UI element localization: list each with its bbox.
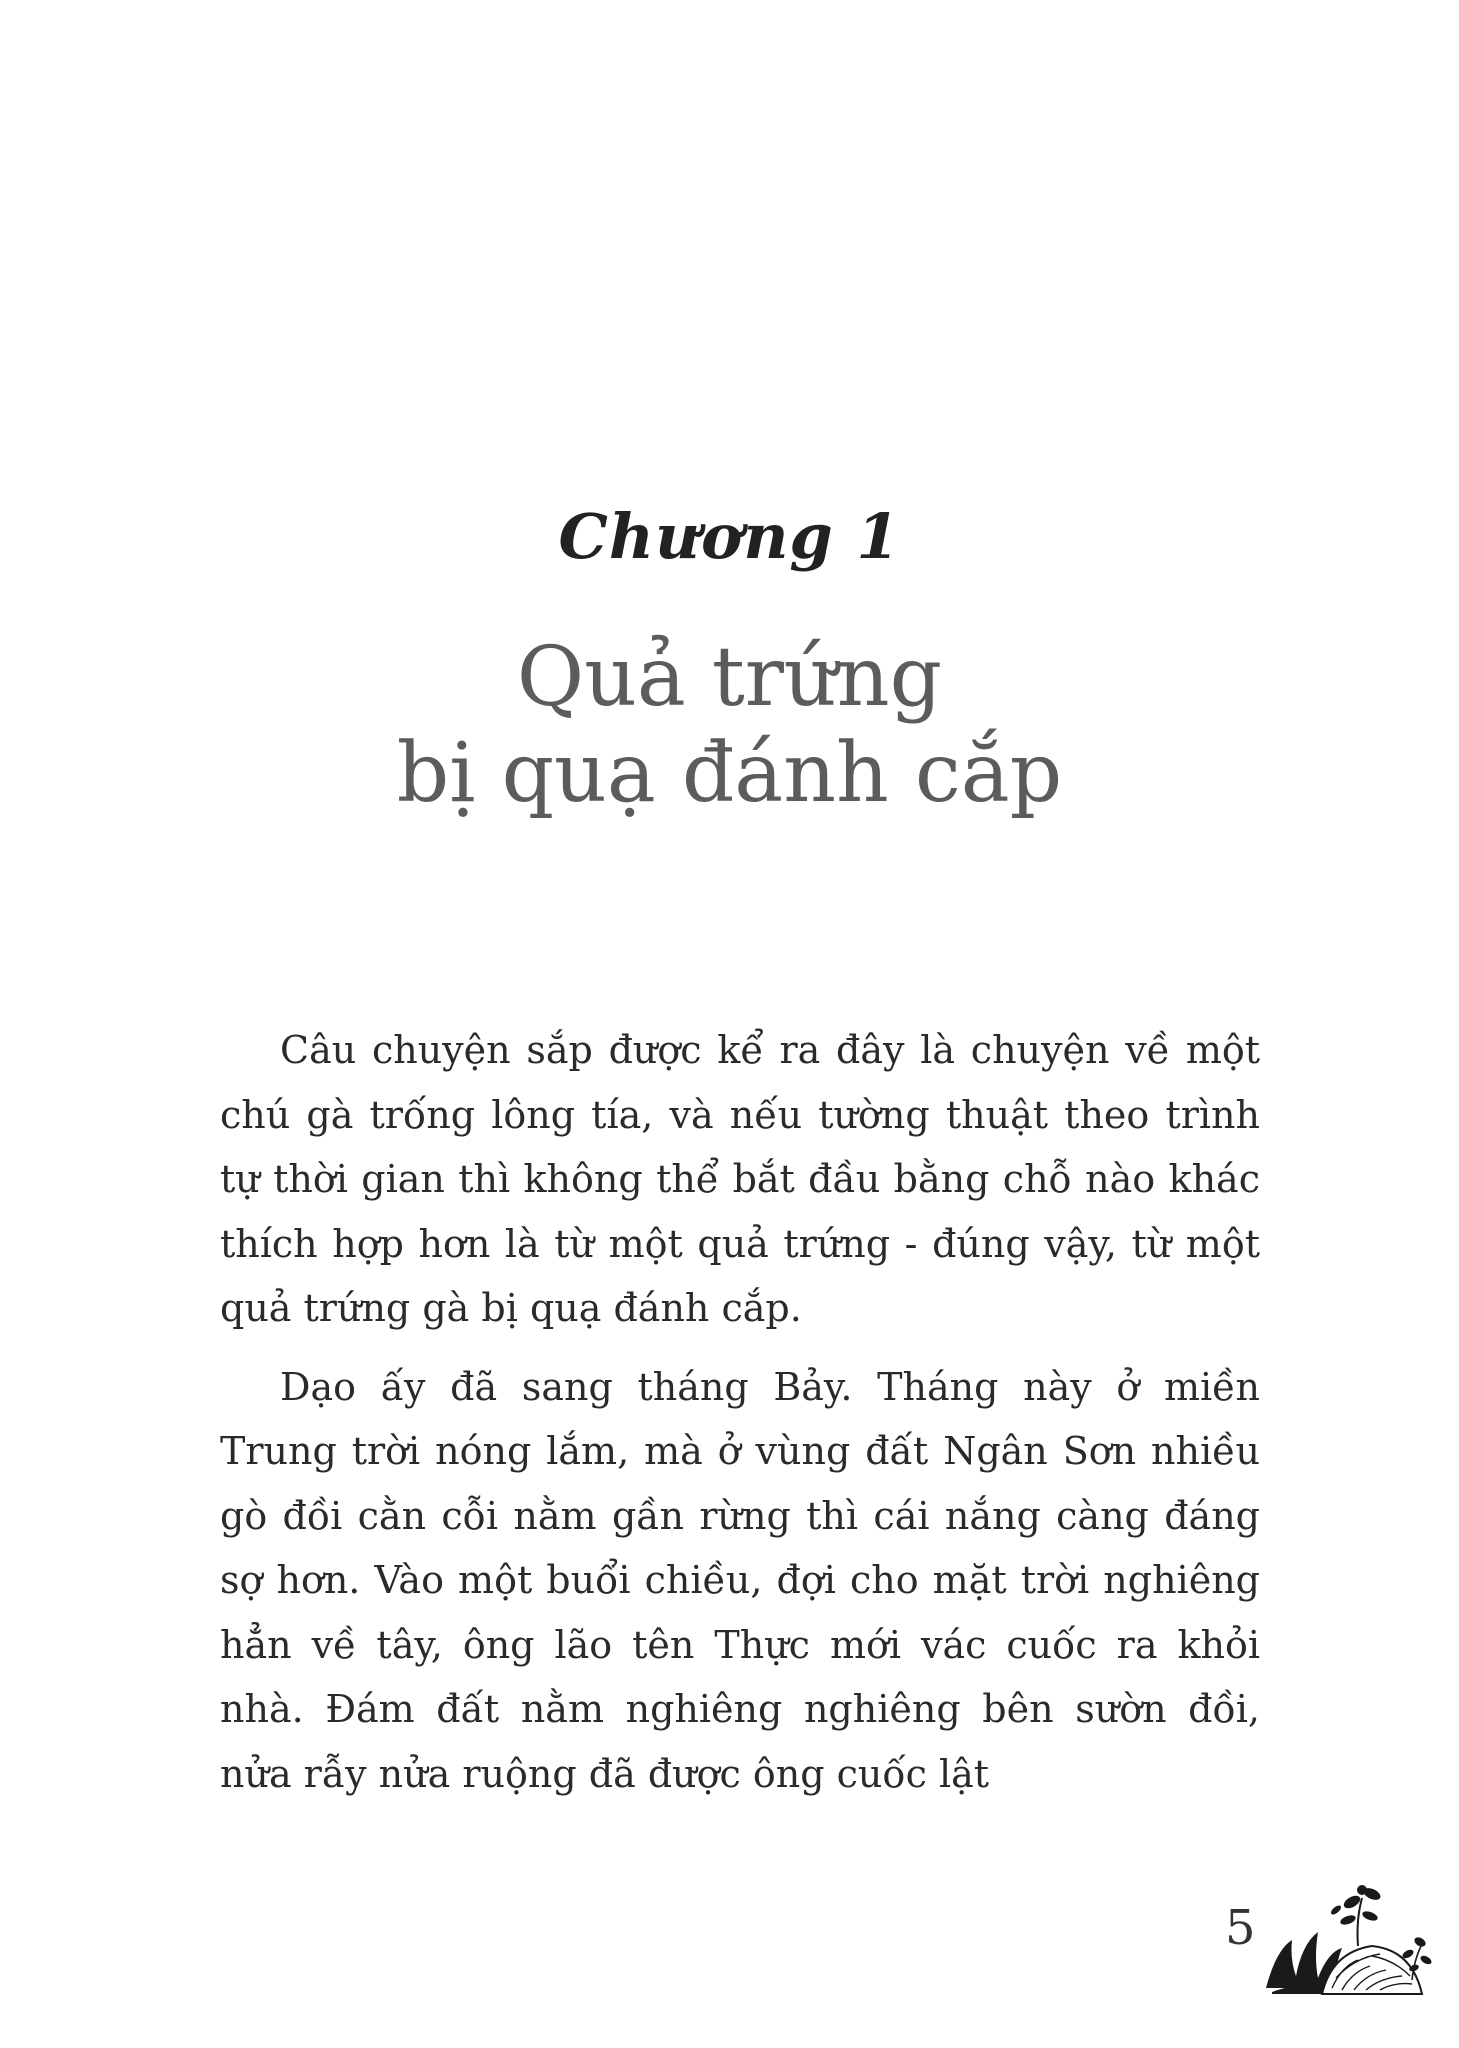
chapter-title — [0, 630, 1459, 822]
paragraph-1: Câu chuyện sắp được kể ra đây là chuyện về một chú gà trống lông tía, và nếu tường thuật theo trình tự thời gian thì không thể bắt đầu bằng chỗ nào khác thích hợp hơn là từ một quả trứng - đúng vậy, từ một quả trứng gà bị quạ đánh cắp. — [220, 1028, 1260, 1330]
chapter-label: Chương 1 — [558, 500, 901, 573]
plant-mound-icon — [1262, 1880, 1434, 1998]
chapter-title-line-1: Quả trứng — [516, 630, 943, 725]
chapter-title-line-2: bị quạ đánh cắp — [396, 726, 1063, 821]
paragraph-2: Dạo ấy đã sang tháng Bảy. Tháng này ở miền Trung trời nóng lắm, mà ở vùng đất Ngân Sơn nhiều gò đồi cằn cỗi nằm gần rừng thì cái nắng càng đáng sợ hơn. Vào một buổi chiều, đợi cho mặt trời nghiêng hẳn về tây, ông lão tên Thực mới vác cuốc ra khỏi nhà. Đám đất nằm nghiêng nghiêng bên sườn đồi, nửa rẫy nửa ruộng đã được ông cuốc lật — [220, 1364, 1260, 1796]
chapter-body — [220, 1018, 1260, 1820]
page-number: 5 — [1225, 1900, 1256, 1956]
